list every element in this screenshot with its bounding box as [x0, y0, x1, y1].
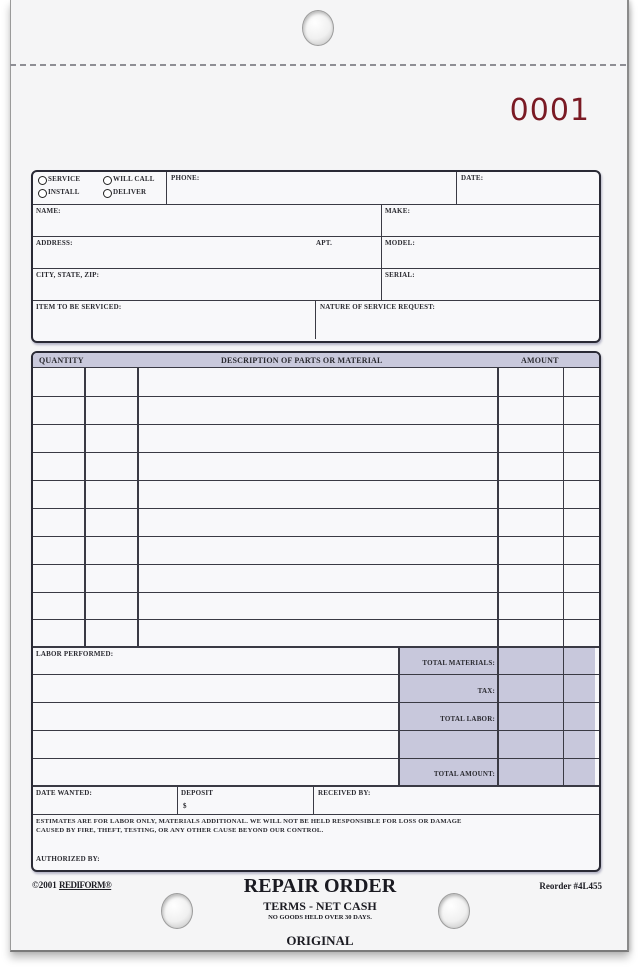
reorder-number: Reorder #4L455: [539, 881, 602, 891]
total-amount-field[interactable]: [499, 759, 595, 785]
nature-of-service-field[interactable]: [320, 310, 592, 336]
deposit-label: DEPOSIT: [181, 789, 214, 797]
address-label: ADDRESS:: [36, 239, 73, 247]
disclaimer-line-1: ESTIMATES ARE FOR LABOR ONLY, MATERIALS ADDITIONAL. WE WILL NOT BE HELD RESPONSIBLE FOR LOSS OR DAMAGE: [36, 818, 462, 825]
phone-field[interactable]: [169, 182, 453, 202]
divider: [33, 268, 599, 269]
deliver-label: DELIVER: [113, 188, 147, 196]
divider: [315, 300, 316, 339]
customer-info-section: [31, 170, 601, 343]
row-divider: [33, 785, 599, 787]
terms-note: NO GOODS HELD OVER 30 DAYS.: [268, 914, 372, 921]
top-binder-hole: [302, 10, 334, 46]
deliver-radio[interactable]: [103, 189, 112, 198]
item-to-be-serviced-field[interactable]: [36, 310, 311, 336]
authorized-by-label: AUTHORIZED BY:: [36, 855, 100, 863]
amount-header: AMOUNT: [521, 356, 559, 365]
deposit-currency: $: [183, 802, 187, 810]
quantity-header: QUANTITY: [39, 356, 84, 365]
brand-logo: REDIFORM®: [58, 880, 112, 890]
city-state-zip-label: CITY, STATE, ZIP:: [36, 271, 100, 279]
serial-field[interactable]: [385, 278, 593, 298]
install-label: INSTALL: [48, 188, 80, 196]
labor-totals-divider: [398, 646, 400, 785]
city-state-zip-field[interactable]: [36, 278, 376, 298]
copyright: ©2001: [32, 880, 57, 890]
nature-of-service-label: NATURE OF SERVICE REQUEST:: [320, 303, 436, 311]
labor-performed-field[interactable]: [35, 658, 395, 783]
service-radio[interactable]: [38, 176, 47, 185]
row-divider: [33, 814, 599, 815]
divider: [33, 204, 599, 205]
phone-label: PHONE:: [171, 174, 200, 182]
tax-label: TAX:: [477, 687, 495, 695]
received-by-field[interactable]: [318, 796, 593, 812]
parts-table-body[interactable]: [33, 368, 595, 646]
labor-performed-label: LABOR PERFORMED:: [36, 650, 114, 658]
copy-label: ORIGINAL: [286, 933, 354, 948]
divider: [166, 172, 167, 204]
service-label: SERVICE: [48, 175, 81, 183]
divider: [33, 236, 599, 237]
divider: [456, 172, 457, 204]
divider: [313, 785, 314, 814]
install-radio[interactable]: [38, 189, 47, 198]
total-amount-label: TOTAL AMOUNT:: [433, 770, 495, 778]
address-field[interactable]: [36, 246, 306, 266]
total-labor-field[interactable]: [499, 703, 595, 730]
date-wanted-label: DATE WANTED:: [36, 789, 93, 797]
model-field[interactable]: [385, 246, 593, 266]
serial-label: SERIAL:: [385, 271, 415, 279]
date-field[interactable]: [459, 182, 593, 202]
deposit-field[interactable]: [191, 799, 311, 813]
serial-number: 0001: [509, 93, 590, 128]
will-call-label: WILL CALL: [113, 175, 155, 183]
form-title: REPAIR ORDER: [243, 875, 397, 897]
divider: [381, 204, 382, 300]
parts-and-labor-section: [31, 351, 601, 872]
apt-field[interactable]: [316, 246, 376, 266]
received-by-label: RECEIVED BY:: [318, 789, 371, 797]
perforation-line: [10, 64, 626, 66]
total-labor-label: TOTAL LABOR:: [440, 715, 495, 723]
item-to-be-serviced-label: ITEM TO BE SERVICED:: [36, 303, 122, 311]
divider: [33, 300, 599, 301]
make-label: MAKE:: [385, 207, 411, 215]
make-field[interactable]: [385, 214, 593, 234]
will-call-radio[interactable]: [103, 176, 112, 185]
divider: [177, 785, 178, 814]
name-field[interactable]: [36, 214, 376, 234]
total-materials-field[interactable]: [499, 647, 595, 674]
terms: TERMS - NET CASH: [263, 899, 377, 913]
description-header: DESCRIPTION OF PARTS OR MATERIAL: [221, 356, 383, 365]
authorized-by-field[interactable]: [103, 849, 403, 865]
total-materials-label: TOTAL MATERIALS:: [422, 659, 495, 667]
date-label: DATE:: [461, 174, 484, 182]
tax-field[interactable]: [499, 675, 595, 702]
model-label: MODEL:: [385, 239, 415, 247]
blank-total-field[interactable]: [499, 731, 595, 758]
name-label: NAME:: [36, 207, 61, 215]
date-wanted-field[interactable]: [36, 796, 174, 812]
disclaimer-line-2: CAUSED BY FIRE, THEFT, TESTING, OR ANY OTHER CAUSE BEYOND OUR CONTROL.: [36, 827, 324, 834]
apt-label: APT.: [316, 239, 333, 247]
